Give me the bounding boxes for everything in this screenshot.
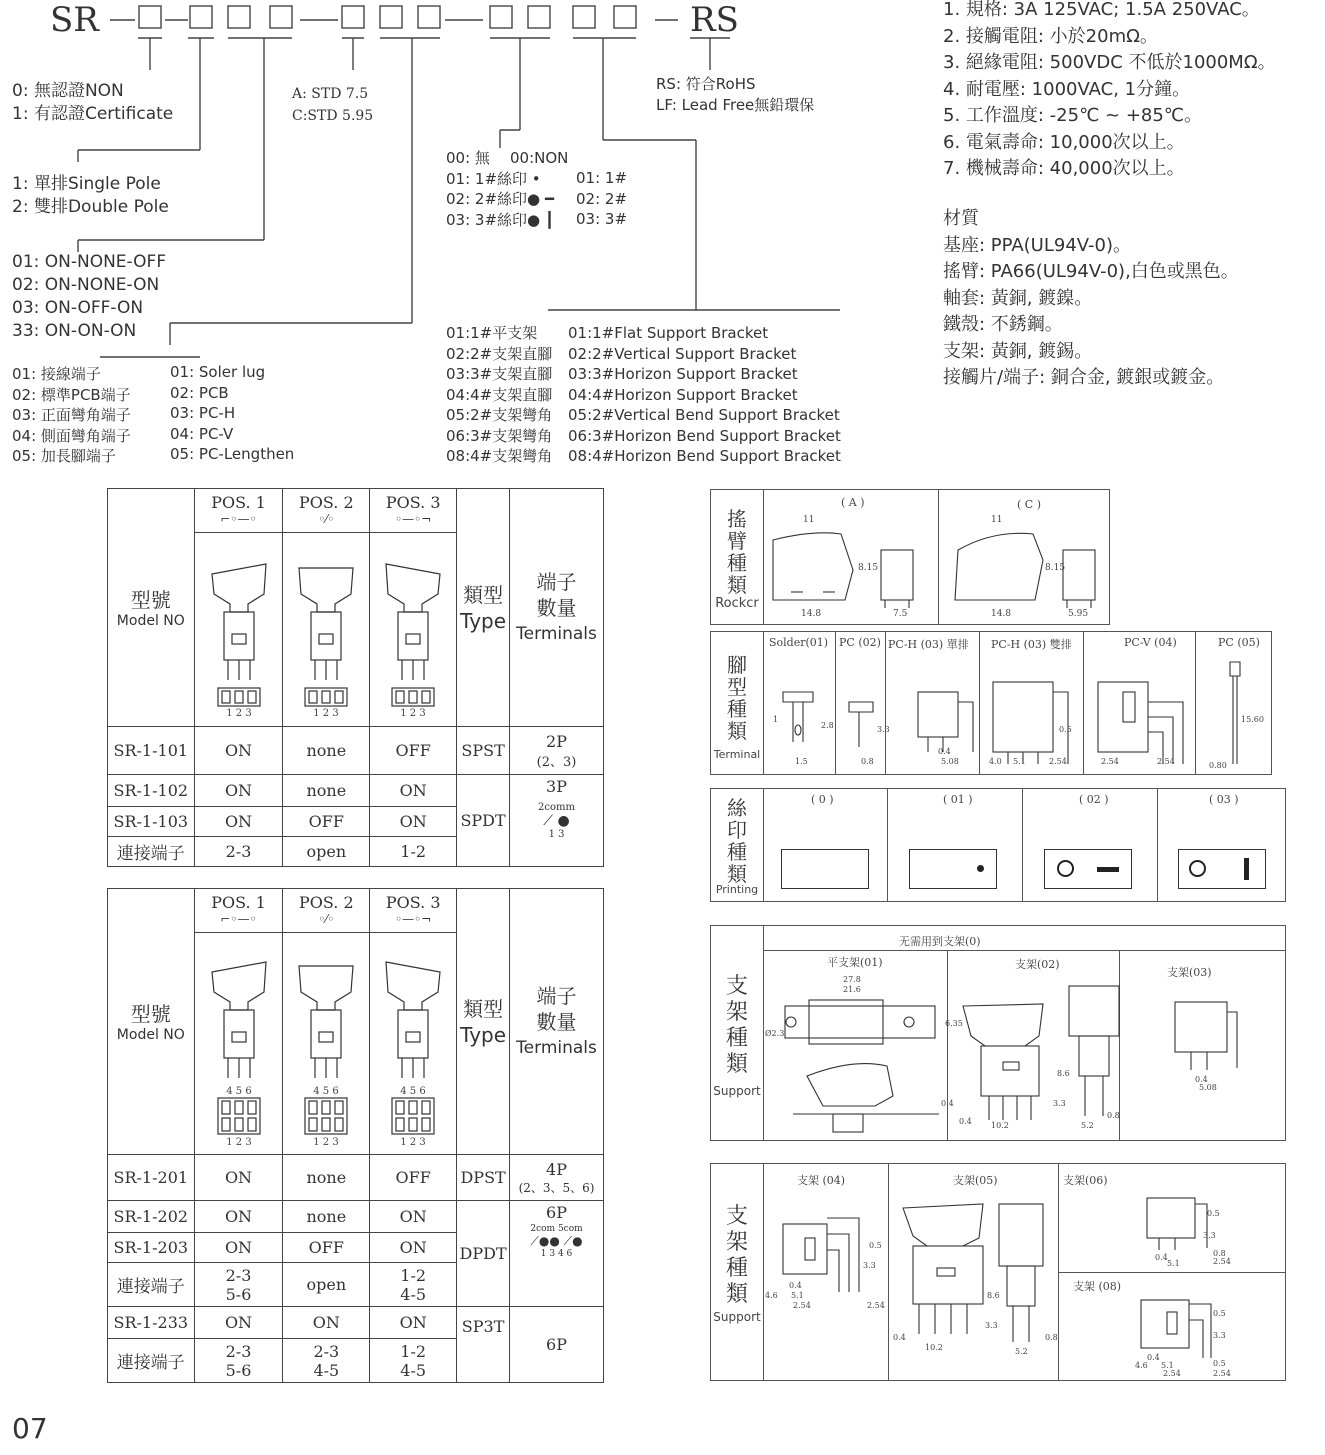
svg-text:1 2 3: 1 2 3 — [225, 1136, 252, 1148]
svg-text:0.5: 0.5 — [869, 1241, 882, 1250]
support-type-panel-2: 支 架 種 類 Support 支架 (04) 支架(05) 支架(06) 支架 (08) 0.4 4.6 5.1 2.54 3.3 0.5 2.54 0.4 10.2 8.6 3.3 5.2 0.8 0.5 3.3 0.4 5.1 0.8 2.54 0.5 3.3 0.4 4.6 5.1 2.54 0.5 2.54 — [710, 1163, 1286, 1381]
svg-text:8.15: 8.15 — [1045, 563, 1066, 573]
svg-text:0.8: 0.8 — [1213, 1249, 1226, 1258]
svg-text:0.8: 0.8 — [861, 757, 874, 766]
svg-text:0.4: 0.4 — [1147, 1353, 1160, 1362]
table-row: SR-1-101 ON none OFF SPST 2P (2、3) — [108, 727, 604, 775]
svg-text:0.4: 0.4 — [941, 1099, 954, 1108]
type-header: 類型 Type — [457, 889, 510, 1155]
table-row: SR-1-201 ON none OFF DPST 4P (2、3、5、6) — [108, 1155, 604, 1201]
svg-text:11: 11 — [803, 515, 815, 525]
print-none-icon — [781, 849, 869, 889]
svg-text:Ø2.3: Ø2.3 — [765, 1029, 785, 1038]
svg-text:0.5: 0.5 — [1059, 725, 1072, 734]
svg-text:6.35: 6.35 — [945, 1019, 963, 1028]
svg-text:5.1: 5.1 — [1013, 757, 1026, 766]
svg-text:2.54: 2.54 — [1049, 757, 1067, 766]
table-row: SR-1-202 ON none ON DPDT 6P 2com 5com ⟋●● ⟋● 1 3 4 6 — [108, 1201, 604, 1233]
code-suffix: RS — [690, 0, 739, 40]
svg-text:5.2: 5.2 — [1081, 1121, 1094, 1130]
pole-legend: 1: 單排Single Pole 2: 雙排Double Pole — [12, 174, 169, 217]
switch-drawing-pos3 — [370, 533, 457, 727]
terminal-legend-en: 01: Soler lug 02: PCB 03: PC-H 04: PC-V 05: PC-Lengthen — [170, 363, 295, 463]
svg-text:4 5 6: 4 5 6 — [225, 1085, 252, 1097]
switch-table-single-pole — [107, 488, 604, 867]
svg-text:5.08: 5.08 — [1199, 1083, 1217, 1092]
rocker-drawings — [763, 510, 1109, 620]
switch-drawing-pos3 — [370, 933, 457, 1155]
svg-text:1: 1 — [773, 715, 779, 724]
svg-text:2.8: 2.8 — [821, 721, 834, 730]
switch-drawing-pos1 — [194, 533, 283, 727]
printing-legend-right-0: 00:NON — [510, 149, 569, 167]
bracket-legend-zh: 01:1#平支架 02:2#支架直腳 03:3#支架直腳 04:4#支架直腳 05:2#支架彎角 06:3#支架彎角 08:4#支架彎角 — [446, 324, 553, 465]
svg-text:4.6: 4.6 — [1135, 1361, 1148, 1370]
svg-text:10.2: 10.2 — [925, 1343, 943, 1352]
svg-text:0.5: 0.5 — [1213, 1359, 1226, 1368]
svg-text:2.54: 2.54 — [1213, 1369, 1231, 1378]
svg-text:11: 11 — [991, 515, 1003, 525]
svg-text:7.5: 7.5 — [893, 609, 908, 619]
terminals-header: 端子 數量 Terminals — [510, 889, 604, 1155]
rocker-panel-title: 搖 臂 種 類 — [727, 507, 747, 597]
svg-text:0.8: 0.8 — [1045, 1333, 1058, 1342]
svg-text:0.5: 0.5 — [1207, 1209, 1220, 1218]
pos1-header: POS. 1 ⌐◦—◦ — [194, 889, 283, 933]
spec-list: 1. 規格: 3A 125VAC; 1.5A 250VAC。 2. 接觸電阻: 小於20mΩ。 3. 絕緣電阻: 500VDC 不低於1000MΩ。 4. 耐電壓: 1000VAC, 1分鐘。 5. 工作溫度: -25℃ ~ +85℃。 6. 電氣壽命: 10,000次以上。 7. 機械壽命: 40,000次以上。 — [943, 0, 1276, 179]
svg-text:1.5: 1.5 — [795, 757, 808, 766]
svg-text:4 5 6: 4 5 6 — [313, 1085, 340, 1097]
svg-text:14.8: 14.8 — [991, 609, 1012, 619]
table-row: 連接端子 2-3 open 1-2 — [108, 837, 604, 867]
svg-text:1 2 3: 1 2 3 — [313, 707, 340, 718]
svg-text:0.4: 0.4 — [789, 1281, 802, 1290]
svg-text:1 2 3: 1 2 3 — [313, 1136, 340, 1148]
pos3-header: POS. 3 ◦—◦¬ — [370, 889, 457, 933]
svg-text:2.54: 2.54 — [867, 1301, 885, 1310]
model-header: 型號 Model NO — [108, 489, 195, 727]
printing-legend-right: 01: 1# 02: 2# 03: 3# — [576, 169, 628, 228]
svg-text:4 5 6: 4 5 6 — [400, 1085, 426, 1097]
svg-text:2.54: 2.54 — [1101, 757, 1119, 766]
switch-drawing-pos2 — [283, 933, 370, 1155]
table-row: SR-1-203 ON OFF ON — [108, 1233, 604, 1263]
switch-drawing-pos2 — [283, 533, 370, 727]
table-row: SR-1-103 ON OFF ON — [108, 807, 604, 837]
svg-text:5.95: 5.95 — [1068, 609, 1089, 619]
bracket-legend-en: 01:1#Flat Support Bracket 02:2#Vertical Support Bracket 03:3#Horizon Support Bracket 04:4#Horizon Support Bracket 05:2#Vertical Bend Support Bracket 06:3#Horizon Bend Support Bracket 08:4#Horizon Bend Support Bracket — [568, 324, 841, 465]
print-circle-bar-icon — [1178, 849, 1266, 889]
model-header: 型號 Model NO — [108, 889, 195, 1155]
svg-text:27.8: 27.8 — [843, 975, 861, 984]
materials-title: 材質 — [943, 208, 979, 229]
svg-text:2.54: 2.54 — [1157, 757, 1175, 766]
svg-text:3.3: 3.3 — [1053, 1099, 1066, 1108]
svg-text:0.4: 0.4 — [1195, 1075, 1208, 1084]
printing-legend-left: 00: 無 01: 1#絲印 • 02: 2#絲印● ━ 03: 3#絲印● ┃ — [446, 149, 554, 229]
code-prefix: SR — [50, 0, 99, 40]
support-type-panel-1: 支 架 種 類 Support 无需用到支架(0) 平支架(01) 支架(02) 支架(03) 27.8 21.6 6.35 Ø2.3 0.4 0.4 10.2 8.6 3.3 5.2 0.8 0.4 5.08 — [710, 925, 1286, 1141]
switch-table-double-pole — [107, 888, 604, 1383]
svg-text:3.3: 3.3 — [863, 1261, 876, 1270]
printing-type-panel: 絲 印 種 類 Printing ( 0 ) ( 01 ) ( 02 ) ( 03 ) — [710, 788, 1286, 902]
svg-text:2.54: 2.54 — [793, 1301, 811, 1310]
svg-text:3.3: 3.3 — [1203, 1231, 1216, 1240]
rohs-legend: RS: 符合RoHS LF: Lead Free無鉛環保 — [656, 75, 815, 114]
page-number: 07 — [12, 1412, 48, 1445]
svg-text:1 2 3: 1 2 3 — [400, 707, 426, 718]
svg-text:15.60: 15.60 — [1241, 715, 1264, 724]
svg-text:0.4: 0.4 — [1155, 1253, 1168, 1262]
svg-text:0.4: 0.4 — [893, 1333, 906, 1342]
svg-text:3.3: 3.3 — [985, 1321, 998, 1330]
print-circle-dash-icon — [1044, 849, 1132, 889]
svg-text:21.6: 21.6 — [843, 985, 861, 994]
print-dot-icon — [909, 849, 997, 889]
svg-text:5.08: 5.08 — [941, 757, 959, 766]
svg-text:5.2: 5.2 — [1015, 1347, 1028, 1356]
circuit-legend: 01: ON-NONE-OFF 02: ON-NONE-ON 03: ON-OFF-ON 33: ON-ON-ON — [12, 252, 167, 341]
svg-text:1 2 3: 1 2 3 — [400, 1136, 426, 1148]
svg-text:5.1: 5.1 — [1167, 1259, 1180, 1268]
rocker-std-legend: A: STD 7.5 C:STD 5.95 — [292, 86, 374, 124]
terminal-type-panel: 腳 型 種 類 Terminal Solder(01) PC (02) PC-H (03) 單排 PC-H (03) 雙排 PC-V (04) PC (05) 1.5 2.8 0.8 3.3 0.4 5.08 4.0 5.1 2.54 0.5 2.54 2.54 15.60 0.80 1 — [710, 631, 1272, 775]
support-drawings-2 — [763, 1188, 1285, 1378]
svg-text:3.3: 3.3 — [1213, 1331, 1226, 1340]
svg-text:2.54: 2.54 — [1213, 1257, 1231, 1266]
svg-text:3.3: 3.3 — [877, 725, 890, 734]
pos3-header: POS. 3 ◦—◦¬ — [370, 489, 457, 533]
svg-text:8.6: 8.6 — [1057, 1069, 1070, 1078]
svg-text:4.0: 4.0 — [989, 757, 1002, 766]
rocker-type-panel: 搖 臂 種 類 Rockcr ( A ) ( C ) 11 14.8 8.15 7.5 11 14.8 8.15 5.95 — [710, 489, 1110, 625]
cert-legend: 0: 無認證NON 1: 有認證Certificate — [12, 81, 174, 124]
svg-text:1 2 3: 1 2 3 — [225, 707, 252, 718]
type-header: 類型 Type — [457, 489, 510, 727]
svg-text:5.1: 5.1 — [791, 1291, 804, 1300]
svg-text:2.54: 2.54 — [1163, 1369, 1181, 1378]
terminals-header: 端子 數量 Terminals — [510, 489, 604, 727]
materials-list: 材質 基座: PPA(UL94V-0)。 搖臂: PA66(UL94V-0),白色或黑色。 軸套: 黃銅, 鍍鎳。 鐵殼: 不銹鋼。 支架: 黃銅, 鍍錫。 接觸片/端子: 銅合金, 鍍銀或鍍金。 — [943, 208, 1239, 388]
table-row: SR-1-233 ON ON ON SP3T 6P — [108, 1307, 604, 1339]
table-row: 連接端子 2-3 5-6 open 1-2 4-5 — [108, 1263, 604, 1307]
svg-text:14.8: 14.8 — [801, 609, 822, 619]
svg-text:0.4: 0.4 — [938, 747, 951, 756]
svg-text:5.1: 5.1 — [1161, 1361, 1174, 1370]
switch-drawing-pos1 — [194, 933, 283, 1155]
svg-text:0.5: 0.5 — [1213, 1309, 1226, 1318]
table-row: SR-1-102 ON none ON SPDT 3P 2comm ⟋ ● 1 3 — [108, 775, 604, 807]
svg-text:0.80: 0.80 — [1209, 761, 1227, 770]
pos2-header: POS. 2 ◦⁄◦ — [283, 489, 370, 533]
svg-text:0.4: 0.4 — [959, 1117, 972, 1126]
pos2-header: POS. 2 ◦⁄◦ — [283, 889, 370, 933]
svg-text:8.6: 8.6 — [987, 1291, 1000, 1300]
support-drawings-1 — [763, 966, 1285, 1138]
svg-text:4.6: 4.6 — [765, 1291, 778, 1300]
table-row: 連接端子 2-3 5-6 2-3 4-5 1-2 4-5 — [108, 1339, 604, 1383]
terminal-drawings — [763, 652, 1271, 772]
terminal-legend-zh: 01: 接線端子 02: 標準PCB端子 03: 正面彎角端子 04: 側面彎角端子 05: 加長腳端子 — [12, 365, 131, 465]
svg-text:0.8: 0.8 — [1107, 1111, 1120, 1120]
pos1-header: POS. 1 ⌐◦—◦ — [194, 489, 283, 533]
svg-text:10.2: 10.2 — [991, 1121, 1009, 1130]
svg-text:8.15: 8.15 — [858, 563, 879, 573]
